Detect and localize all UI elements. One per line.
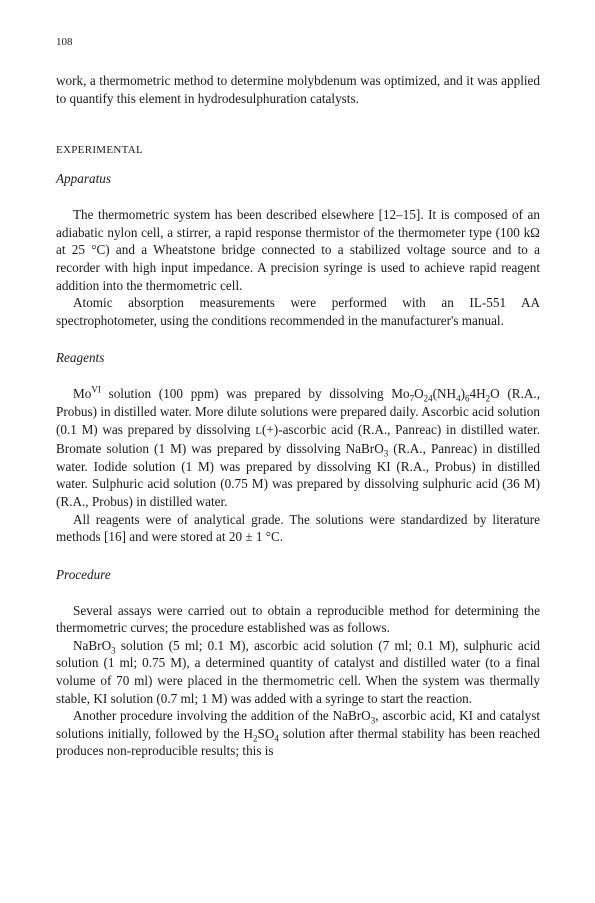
apparatus-paragraph-1: The thermometric system has been described elsewhere [12–15]. It is composed of an adiabatic nylon cell, a stirrer, a rapid response thermistor of the thermometer type (100 kΩ at 25 °C) and a Wheatstone bridge connected to a stabilized voltage source and to a recorder with high input impedance. A precision syringe is used to achieve rapid reagent addition into the thermometric cell. — [56, 207, 540, 293]
reagents-paragraph-1: $Mo^{VI}$ solution (100 ppm) was prepared by dissolving $Mo_7O_{24}(NH_4)_64H_2O$ (R.A., Probus) in distilled water. More dilute solutions were prepared daily. Ascorbic acid solution (0.1 M) was prepared by dissolving L(+)-ascorbic acid (R.A., Panreac) in distilled water. Bromate solution (1 M) was prepared by dissolving NaBrO$_3$ (R.A., Panreac) in distilled water. Iodide solution (1 M) was prepared by dissolving KI (R.A., Probus) in distilled water. Sulphuric acid solution (0.75 M) was prepared by dissolving sulphuric acid (36 M) (R.A., Probus) in distilled water. — [56, 384, 540, 509]
section-gap — [56, 329, 540, 349]
reagents-paragraph-2: All reagents were of analytical grade. The solutions were standardized by literature methods [16] and were stored at 20 ± 1 °C. — [56, 511, 540, 545]
subheading-apparatus: Apparatus — [56, 171, 111, 187]
subheading-reagents: Reagents — [56, 350, 105, 366]
section-heading-experimental: EXPERIMENTAL — [56, 144, 144, 157]
apparatus-paragraph-2: Atomic absorption measurements were performed with an IL-551 AA spectrophotometer, using the conditions recommended in the manufacturer's manual. — [56, 295, 540, 328]
procedure-paragraph-3: Another procedure involving the addition of the NaBrO$_3$, ascorbic acid, KI and catalyst solutions initially, followed by the $H_2SO_4$ solution after thermal stability has been reached produces non-reproducible results; this is — [56, 708, 540, 759]
procedure-paragraph-1: Several assays were carried out to obtain a reproducible method for determining the thermometric curves; the procedure established was as follows. — [56, 602, 540, 636]
page — [56, 36, 540, 760]
subheading-procedure: Procedure — [56, 566, 111, 582]
procedure-paragraph-2: NaBrO$_3$ solution (5 ml; 0.1 M), ascorbic acid solution (7 ml; 0.1 M), sulphuric acid solution (1 ml; 0.75 M), a determined quantity of catalyst and distilled water (to a final volume of 70 ml) were placed in the thermometric cell. When the system was thermally stable, KI solution (0.7 ml; 1 M) was added with a syringe to start the reaction. — [56, 637, 540, 706]
page-number: 108 — [56, 36, 73, 48]
section-gap — [56, 546, 540, 566]
intro-paragraph: work, a thermometric method to determine molybdenum was optimized, and it was applied to quantify this element in hydrodesulphuration catalysts. — [56, 73, 540, 106]
